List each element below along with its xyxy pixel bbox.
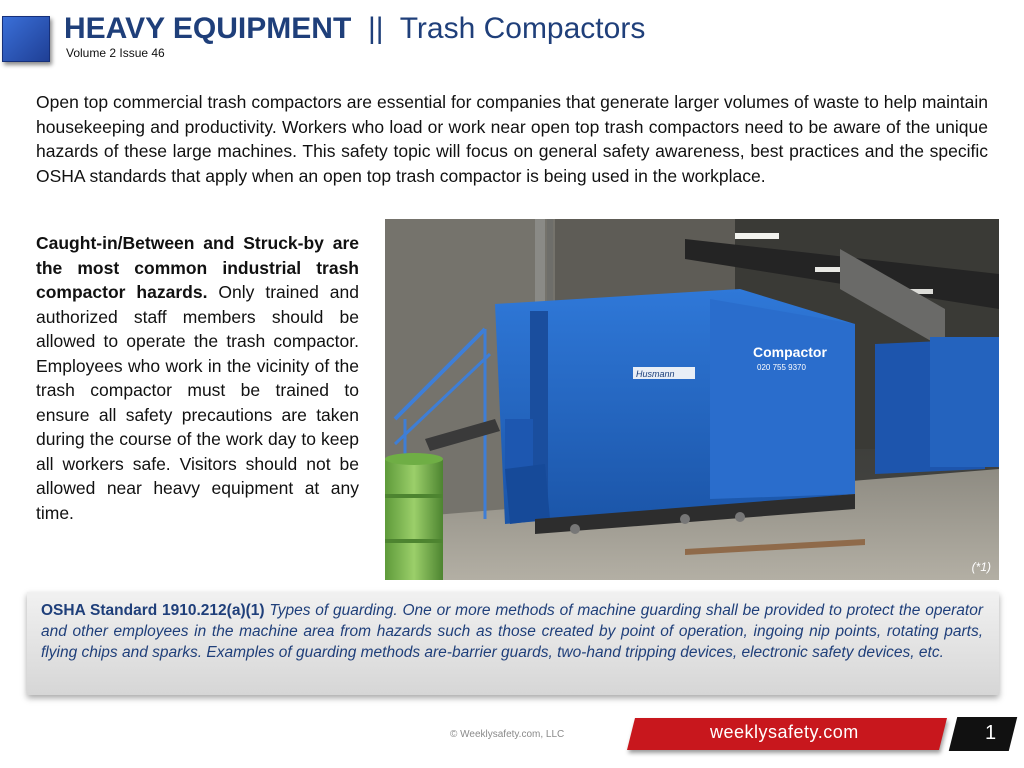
osha-text [41,600,983,663]
page-number: 1 [985,722,997,744]
hazards-lead: Caught-in/Between and Struck-by are the most common industrial trash compactor hazards. [36,233,359,302]
osha-standard-label: OSHA Standard 1910.212(a)(1) [41,602,265,619]
title-separator: || [367,12,384,45]
title-topic: Trash Compactors [399,12,646,45]
intro-paragraph: Open top commercial trash compactors are essential for companies that generate larger volumes of waste to help maintain housekeeping and productivity. Workers who load or work near open top trash compactors need to be aware of the unique hazards of these large machines. This safety topic will focus on general safety awareness, best practices and the specific OSHA standards that apply when an open top trash compactor is being used in the workplace. [36,92,988,186]
osha-standard-box [27,592,999,695]
husmann-plate: Husmann [636,369,675,379]
blue-square-logo [2,16,50,62]
osha-standard-body: Types of guarding. One or more methods of machine guarding shall be provided to protect the operator and other employees in the machine area from hazards such as those created by point of operation, ingoing nip points, rotating parts, flying chips and sparks. Examples of guarding methods are-barrier guards, two-hand tripping devices, electronic safety devices, etc. [41,602,983,661]
compactor-phone: 020 755 9370 [757,363,806,372]
title-bold: HEAVY EQUIPMENT [64,12,352,45]
compactor-brand-label: Compactor [753,344,827,360]
brand-text: weeklysafety.com [710,722,859,742]
copyright: © Weeklysafety.com, LLC [450,729,565,740]
issue-subtitle: Volume 2 Issue 46 [66,46,165,60]
compactor-illustration [385,219,999,580]
page-number-box [949,717,1017,751]
compactor-photo [385,219,999,580]
photo-caption: (*1) [971,560,991,574]
hazards-paragraph [36,231,359,525]
hazards-body: Only trained and authorized staff members should be allowed to operate the trash compactor. Employees who work in the vicinity of the trash compactor must be trained to ensure all safety precautions are taken during the course of the work day to keep all workers safe. Visitors should not be allowed near heavy equipment at any time. [36,282,360,523]
page-title [64,11,645,47]
